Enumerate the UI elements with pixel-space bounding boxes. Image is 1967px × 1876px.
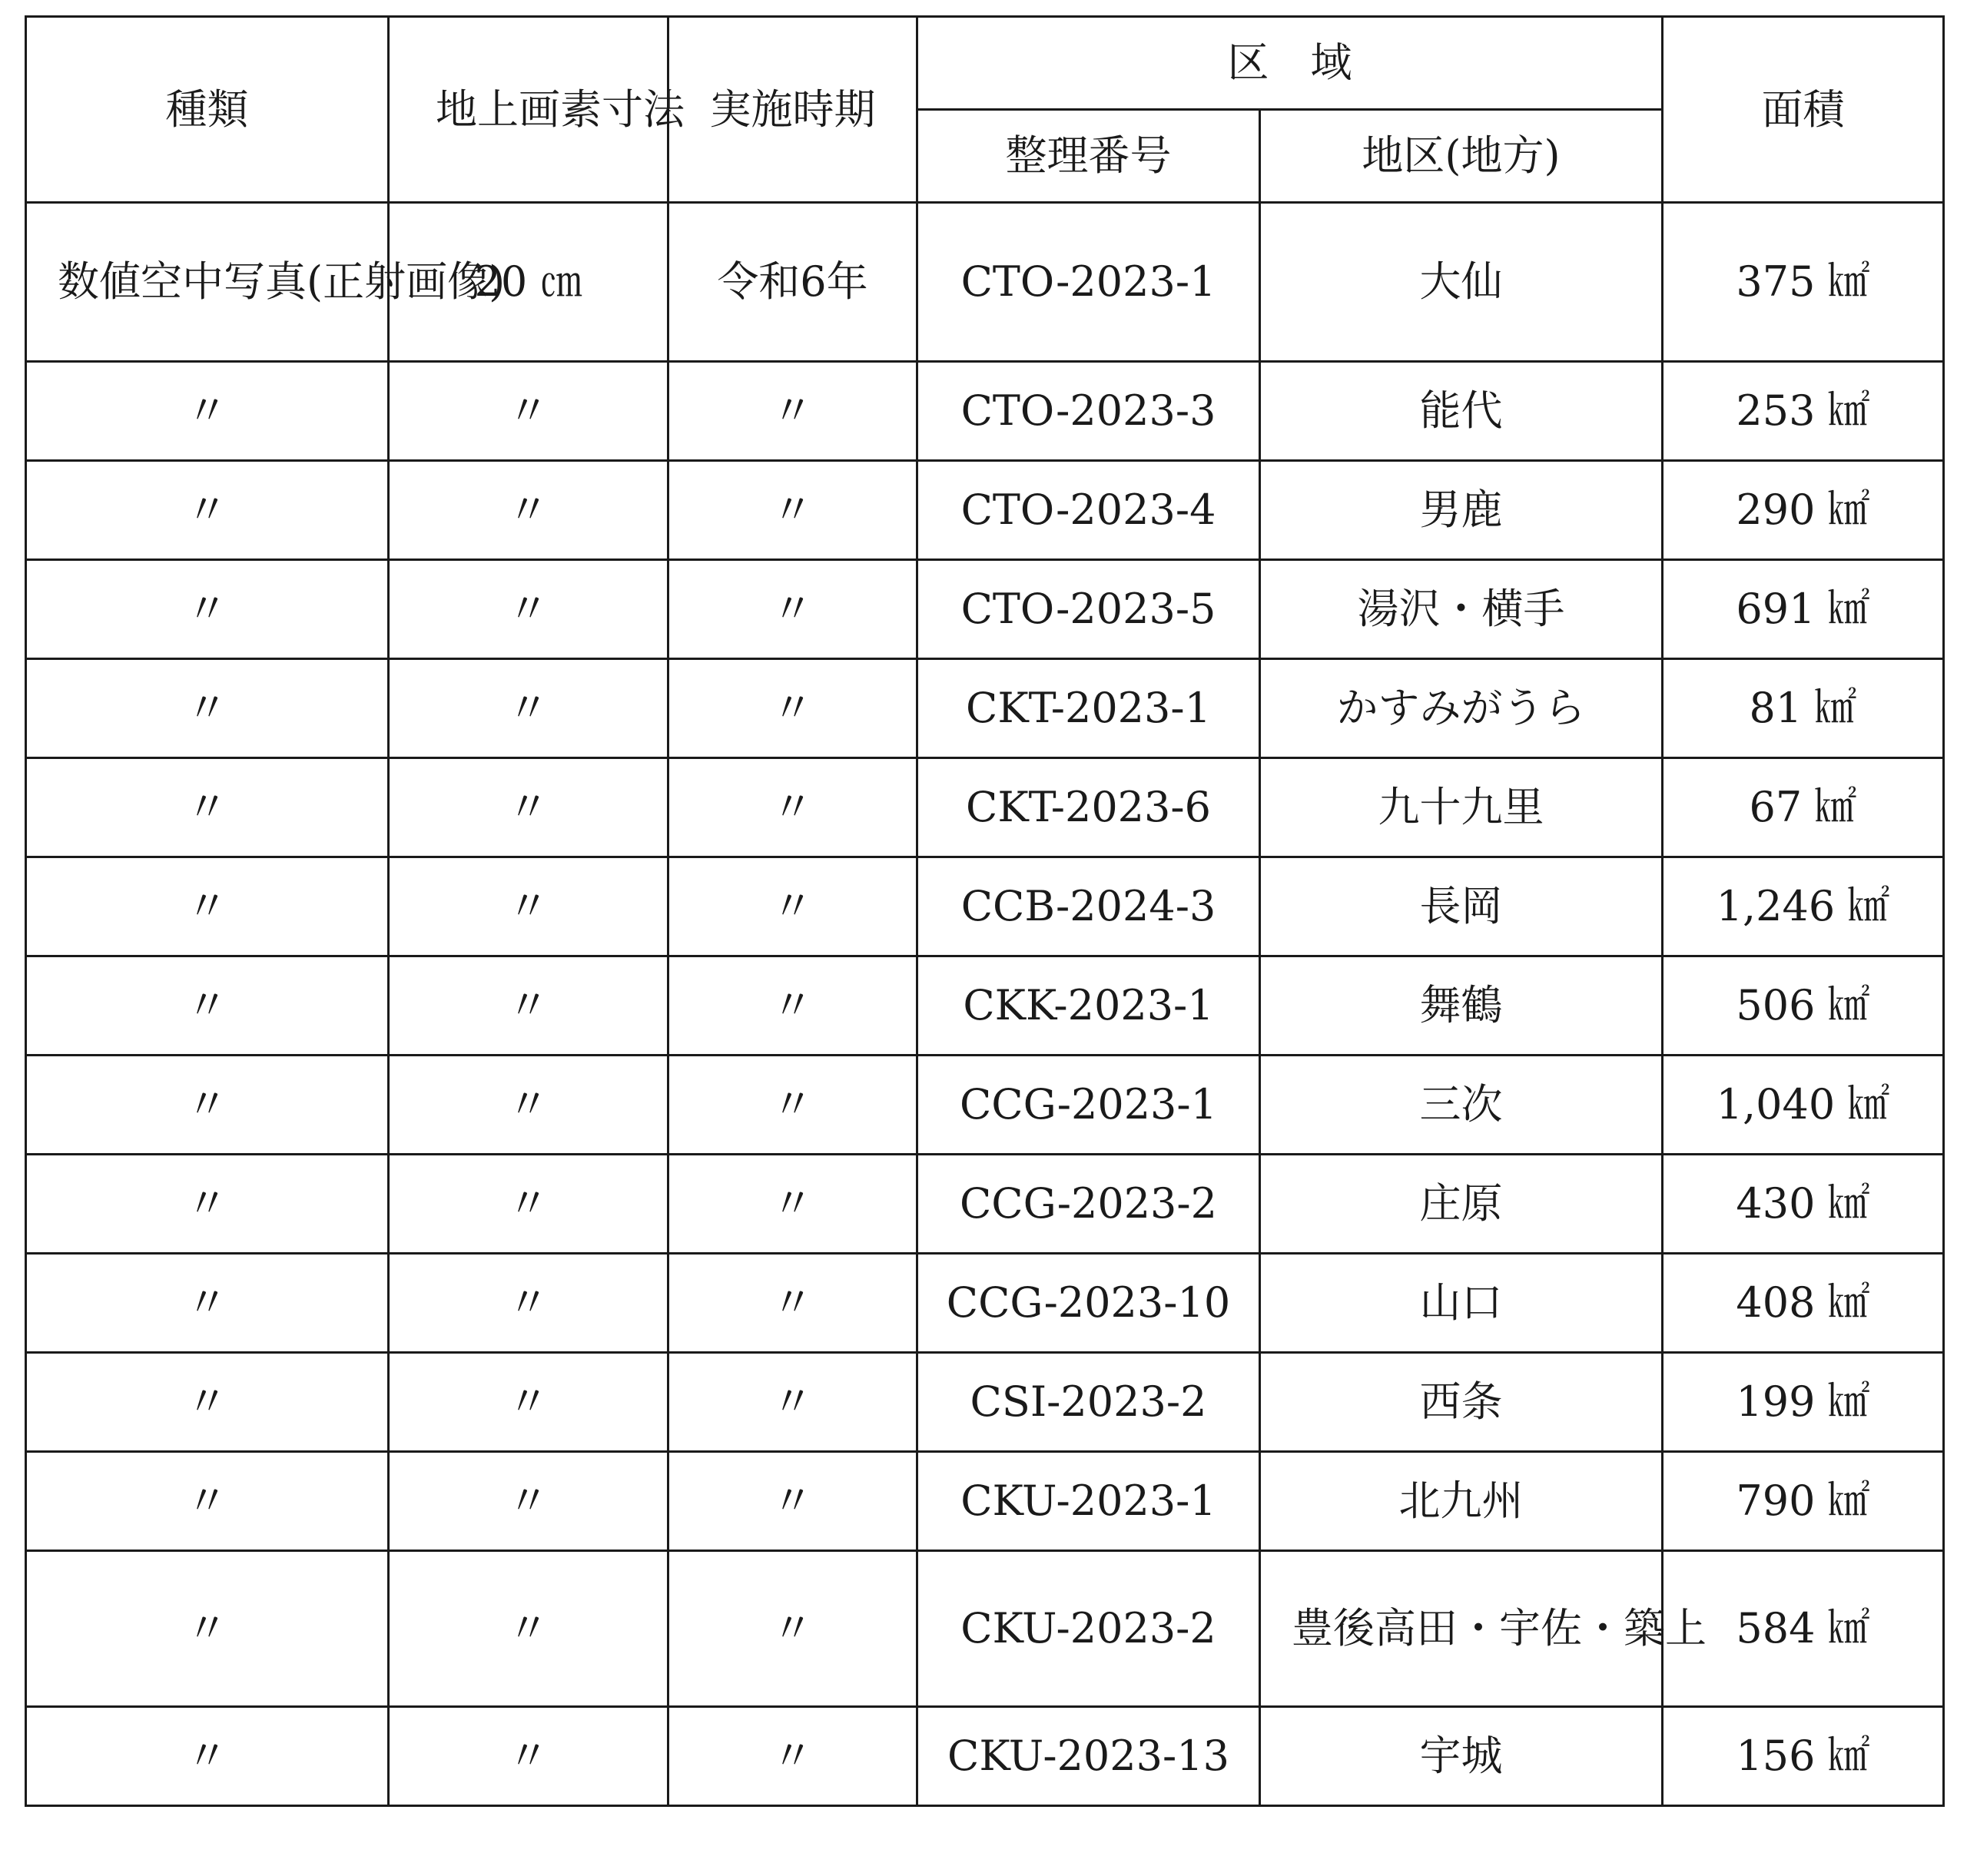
cell-kind: 〃 (26, 1254, 389, 1353)
cell-pixel: 〃 (389, 362, 668, 461)
cell-area: 584 ㎢ (1663, 1551, 1944, 1707)
table-row (26, 659, 1944, 758)
cell-number: CTO-2023-1 (917, 203, 1260, 362)
cell-kind: 〃 (26, 461, 389, 560)
cell-area: 506 ㎢ (1663, 956, 1944, 1056)
cell-kind: 〃 (26, 1056, 389, 1155)
header-kind: 種類 (26, 17, 389, 203)
cell-area: 375 ㎢ (1663, 203, 1944, 362)
cell-period: 〃 (668, 362, 917, 461)
table-row (26, 758, 1944, 857)
cell-number: CKU-2023-1 (917, 1452, 1260, 1551)
cell-area: 199 ㎢ (1663, 1353, 1944, 1452)
cell-district: 長岡 (1260, 857, 1663, 956)
cell-area: 81 ㎢ (1663, 659, 1944, 758)
cell-number: CTO-2023-3 (917, 362, 1260, 461)
table-row (26, 1155, 1944, 1254)
cell-area: 67 ㎢ (1663, 758, 1944, 857)
cell-period: 〃 (668, 560, 917, 659)
cell-number: CTO-2023-5 (917, 560, 1260, 659)
cell-number: CCG-2023-10 (917, 1254, 1260, 1353)
cell-number: CKT-2023-6 (917, 758, 1260, 857)
cell-period: 〃 (668, 1452, 917, 1551)
cell-period: 〃 (668, 758, 917, 857)
cell-pixel: 〃 (389, 1551, 668, 1707)
cell-kind: 〃 (26, 857, 389, 956)
header-area-group: 区 域 (917, 17, 1663, 110)
cell-number: CCG-2023-2 (917, 1155, 1260, 1254)
cell-kind: 〃 (26, 1707, 389, 1806)
table-row (26, 1056, 1944, 1155)
cell-kind: 〃 (26, 1452, 389, 1551)
cell-pixel: 〃 (389, 461, 668, 560)
cell-pixel: 〃 (389, 1155, 668, 1254)
cell-period: 〃 (668, 1551, 917, 1707)
cell-district: 湯沢・横手 (1260, 560, 1663, 659)
cell-number: CKU-2023-2 (917, 1551, 1260, 1707)
cell-period: 〃 (668, 1707, 917, 1806)
cell-pixel: 〃 (389, 1254, 668, 1353)
cell-area: 156 ㎢ (1663, 1707, 1944, 1806)
table-row (26, 1353, 1944, 1452)
cell-district: かすみがうら (1260, 659, 1663, 758)
cell-pixel: 〃 (389, 857, 668, 956)
cell-number: CSI-2023-2 (917, 1353, 1260, 1452)
cell-number: CKK-2023-1 (917, 956, 1260, 1056)
cell-number: CKU-2023-13 (917, 1707, 1260, 1806)
cell-number: CKT-2023-1 (917, 659, 1260, 758)
cell-number: CCB-2024-3 (917, 857, 1260, 956)
cell-pixel: 〃 (389, 560, 668, 659)
cell-kind: 〃 (26, 1551, 389, 1707)
cell-kind: 数値空中写真(正射画像) (26, 203, 389, 362)
cell-pixel: 〃 (389, 758, 668, 857)
table-row (26, 1254, 1944, 1353)
header-district: 地区(地方) (1260, 110, 1663, 203)
header-number: 整理番号 (917, 110, 1260, 203)
cell-district: 大仙 (1260, 203, 1663, 362)
cell-area: 790 ㎢ (1663, 1452, 1944, 1551)
cell-number: CTO-2023-4 (917, 461, 1260, 560)
cell-kind: 〃 (26, 362, 389, 461)
cell-period: 〃 (668, 461, 917, 560)
cell-district: 舞鶴 (1260, 956, 1663, 1056)
cell-area: 1,246 ㎢ (1663, 857, 1944, 956)
cell-district: 庄原 (1260, 1155, 1663, 1254)
cell-period: 〃 (668, 1056, 917, 1155)
header-period: 実施時期 (668, 17, 917, 203)
cell-kind: 〃 (26, 1353, 389, 1452)
cell-period: 〃 (668, 1254, 917, 1353)
table-row (26, 203, 1944, 362)
cell-period: 令和6年 (668, 203, 917, 362)
cell-period: 〃 (668, 857, 917, 956)
table-row (26, 560, 1944, 659)
cell-kind: 〃 (26, 560, 389, 659)
cell-district: 能代 (1260, 362, 1663, 461)
table-row (26, 1551, 1944, 1707)
cell-kind: 〃 (26, 758, 389, 857)
cell-pixel: 〃 (389, 659, 668, 758)
survey-table (25, 15, 1945, 1807)
cell-district: 九十九里 (1260, 758, 1663, 857)
cell-period: 〃 (668, 1353, 917, 1452)
cell-district: 男鹿 (1260, 461, 1663, 560)
cell-area: 1,040 ㎢ (1663, 1056, 1944, 1155)
cell-kind: 〃 (26, 659, 389, 758)
cell-area: 253 ㎢ (1663, 362, 1944, 461)
cell-number: CCG-2023-1 (917, 1056, 1260, 1155)
cell-district: 三次 (1260, 1056, 1663, 1155)
cell-area: 290 ㎢ (1663, 461, 1944, 560)
cell-area: 430 ㎢ (1663, 1155, 1944, 1254)
cell-pixel: 〃 (389, 1452, 668, 1551)
table-row (26, 461, 1944, 560)
cell-district: 西条 (1260, 1353, 1663, 1452)
table-row (26, 1452, 1944, 1551)
cell-kind: 〃 (26, 1155, 389, 1254)
header-extent: 面積 (1663, 17, 1944, 203)
cell-area: 691 ㎢ (1663, 560, 1944, 659)
cell-district: 豊後高田・宇佐・築上 (1260, 1551, 1663, 1707)
table-row (26, 857, 1944, 956)
cell-pixel: 〃 (389, 1353, 668, 1452)
table-row (26, 362, 1944, 461)
table-row (26, 956, 1944, 1056)
cell-pixel: 〃 (389, 1707, 668, 1806)
cell-district: 山口 (1260, 1254, 1663, 1353)
cell-district: 北九州 (1260, 1452, 1663, 1551)
cell-period: 〃 (668, 1155, 917, 1254)
cell-district: 宇城 (1260, 1707, 1663, 1806)
header-pixel-size: 地上画素寸法 (389, 17, 668, 203)
cell-pixel: 〃 (389, 956, 668, 1056)
cell-pixel: 20 ㎝ (389, 203, 668, 362)
cell-period: 〃 (668, 956, 917, 1056)
cell-area: 408 ㎢ (1663, 1254, 1944, 1353)
table-row (26, 1707, 1944, 1806)
cell-period: 〃 (668, 659, 917, 758)
header-row-1 (26, 17, 1944, 110)
cell-kind: 〃 (26, 956, 389, 1056)
cell-pixel: 〃 (389, 1056, 668, 1155)
